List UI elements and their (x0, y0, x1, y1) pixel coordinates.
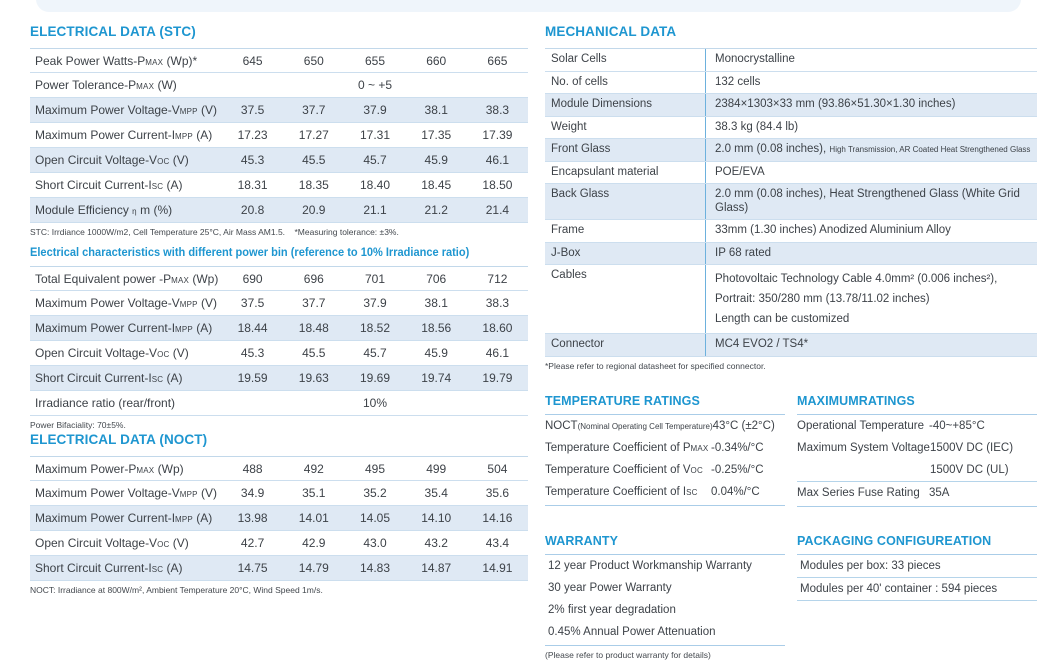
value-cell: 46.1 (485, 153, 510, 167)
label-unit: (A) (192, 128, 213, 142)
row-label: Solar Cells (551, 53, 607, 65)
value-cell: 37.9 (363, 103, 387, 117)
row-label: Weight (551, 120, 587, 133)
label-unit: (A) (192, 321, 213, 335)
table-row (545, 220, 1037, 243)
value-cell: 690 (242, 271, 263, 286)
row-label (30, 321, 222, 335)
table-row (30, 556, 528, 581)
label-subscript: η (132, 207, 137, 216)
value-cell: 19.63 (298, 371, 329, 385)
value-cell: 19.74 (421, 371, 452, 385)
value-cell: 17.35 (421, 128, 452, 142)
value-cell: 499 (426, 461, 447, 476)
value-cell: 21.2 (424, 203, 448, 217)
label-text: Temperature Coefficient of V (545, 463, 691, 476)
value-cell: 43.0 (363, 536, 387, 550)
table-row (545, 334, 1037, 357)
rating-label (545, 420, 713, 432)
table-row (30, 316, 528, 341)
rating-label (545, 464, 711, 476)
label-text: Open Circuit Voltage-V (35, 153, 158, 167)
label-text: Peak Power Watts-P (35, 53, 146, 68)
row-label: Module Dimensions (551, 98, 652, 110)
label-unit: (Wp)* (163, 53, 198, 68)
left-column (30, 24, 528, 595)
value-cell: 18.50 (482, 178, 513, 192)
value-cell: 38.1 (424, 296, 448, 310)
label-text: Open Circuit Voltage-V (35, 346, 158, 360)
warranty-title: WARRANTY (545, 533, 619, 548)
label-subscript: SC (151, 375, 164, 384)
label-subscript: MPP (179, 490, 198, 499)
value-cell: 18.56 (421, 321, 452, 335)
label-unit: (A) (163, 371, 183, 385)
rating-value: -0.25%/°C (711, 463, 764, 476)
label-subscript: SC (151, 182, 164, 191)
label-text: Maximum Power Voltage-V (35, 103, 180, 117)
value-span-cell: 10% (362, 396, 388, 410)
value-cell: 43.2 (424, 536, 448, 550)
label-text: NOCT (545, 419, 578, 432)
label-subscript: MPP (175, 132, 193, 141)
value-line: 1500V DC (UL) (929, 463, 1009, 476)
value-cell: 14.10 (421, 511, 452, 525)
row-label (30, 561, 222, 575)
value-cell: 488 (242, 461, 263, 476)
table-row (545, 184, 1037, 220)
row-label: Cables (551, 269, 587, 281)
rating-row (545, 459, 785, 481)
bifaciality-footnote: Power Bifaciality: 70±5%. (30, 420, 126, 430)
value-cell: 18.45 (421, 178, 452, 192)
value-cell: 712 (487, 271, 508, 286)
table-row (30, 48, 528, 73)
label-unit: (Wp) (189, 271, 219, 286)
row-label (30, 103, 222, 117)
row-label: Frame (551, 224, 585, 236)
value-cell: 504 (487, 461, 508, 476)
value-cell: 37.7 (302, 296, 326, 310)
rating-row (545, 481, 785, 503)
value-cell: 19.59 (237, 371, 268, 385)
label-unit: (V) (169, 346, 189, 360)
value-cell: 35.4 (424, 486, 448, 500)
label-unit: (A) (163, 561, 183, 575)
packaging-title: PACKAGING CONFIGUREATION (797, 533, 992, 548)
row-label (30, 371, 222, 385)
value-cell: 495 (364, 461, 386, 476)
row-value: MC4 EVO2 / TS4* (705, 334, 1037, 356)
label-subscript: MAX (690, 443, 709, 453)
label-text: Power Tolerance-P (35, 78, 137, 92)
value-cell: 13.98 (237, 511, 268, 525)
row-label (30, 462, 222, 476)
value-cell: 35.1 (302, 486, 326, 500)
label-text: Maximum Power Current-I (35, 128, 176, 142)
value-cell: 14.01 (298, 511, 329, 525)
table-row (545, 162, 1037, 185)
rating-label: Max Series Fuse Rating (797, 486, 920, 499)
row-value (705, 139, 1037, 161)
value-cell: 14.05 (359, 511, 391, 525)
label-unit: m (%) (136, 203, 173, 217)
noct-table (30, 456, 528, 581)
table-row (30, 98, 528, 123)
table-row (545, 139, 1037, 162)
table-row (30, 341, 528, 366)
row-label (30, 511, 222, 525)
table-row (30, 456, 528, 481)
table-row (30, 366, 528, 391)
value-cell: 43.4 (485, 536, 510, 550)
label-unit: (W) (154, 78, 177, 92)
power-bin-title: Electrical characteristics with different power bin (reference to 10% Irradiance ratio) (30, 245, 470, 259)
table-row (30, 148, 528, 173)
label-subscript: MPP (179, 300, 198, 309)
rating-value: -0.34%/°C (711, 441, 764, 454)
value-cell: 37.9 (363, 296, 387, 310)
row-value: Monocrystalline (705, 49, 1037, 71)
label-text: Module Efficiency (35, 203, 133, 217)
value-span-cell: 0 ~ +5 (357, 78, 393, 92)
packaging-block (797, 533, 1037, 660)
label-unit: (A) (192, 511, 213, 525)
value-cell: 42.7 (240, 536, 265, 550)
label-subscript: OC (157, 350, 170, 359)
row-label (30, 54, 222, 68)
label-small-print: (Nominal Operating Cell Temperature) (577, 421, 713, 431)
value-line: Length can be customized (715, 313, 850, 325)
value-cell: 14.75 (237, 561, 268, 575)
temperature-ratings-title: TEMPERATURE RATINGS (545, 393, 700, 408)
table-row (545, 94, 1037, 117)
label-text: Maximum Power Current-I (35, 321, 176, 335)
value-cell: 38.1 (424, 103, 448, 117)
warranty-item: 0.45% Annual Power Attenuation (548, 625, 716, 638)
value-cell: 46.1 (485, 346, 510, 360)
row-label: Encapsulant material (551, 165, 659, 178)
label-text: Maximum Power Current-I (35, 511, 176, 525)
table-row (545, 265, 1037, 334)
row-value: 2384×1303×33 mm (93.86×51.30×1.30 inches) (705, 94, 1037, 116)
maximum-ratings-block (797, 393, 1037, 507)
rating-row (545, 437, 785, 459)
value-cell: 45.9 (424, 346, 448, 360)
temperature-ratings-block (545, 393, 785, 507)
row-label (30, 536, 222, 550)
noct-section-title: ELECTRICAL DATA (NOCT) (30, 432, 208, 447)
value-cell: 14.87 (421, 561, 452, 575)
label-unit: (V) (197, 296, 218, 310)
value-line: Portrait: 350/280 mm (13.78/11.02 inches) (715, 293, 930, 305)
warranty-item: 12 year Product Workmanship Warranty (548, 559, 752, 572)
value-cell: 14.83 (359, 561, 391, 575)
rating-row (797, 481, 1037, 504)
row-value: 2.0 mm (0.08 inches), Heat Strengthened Glass (White Grid Glass) (705, 184, 1037, 219)
value-line: 1500V DC (IEC) (929, 441, 1014, 454)
ratings-row (545, 393, 1037, 507)
power-bin-table (30, 266, 528, 416)
rating-label: Maximum System Voltage (797, 441, 930, 454)
row-label (30, 486, 222, 500)
label-unit: (A) (163, 178, 183, 192)
value-cell: 45.3 (240, 153, 265, 167)
value-cell: 45.5 (302, 153, 326, 167)
value-cell: 18.31 (237, 178, 268, 192)
row-label: J-Box (551, 246, 581, 259)
value-cell: 650 (303, 53, 324, 68)
value-cell: 492 (303, 461, 324, 476)
value-cell: 17.31 (359, 128, 391, 142)
table-row (545, 117, 1037, 140)
label-subscript: MAX (136, 465, 155, 475)
table-row (30, 531, 528, 556)
warranty-packaging-row (545, 533, 1037, 660)
label-text: Short Circuit Current-I (35, 178, 152, 192)
row-label (30, 153, 222, 167)
row-value: POE/EVA (705, 162, 1037, 184)
row-label: Connector (551, 338, 605, 350)
value-cell: 35.6 (485, 486, 510, 500)
maximum-ratings-title: MAXIMUMRATINGS (797, 393, 915, 408)
label-subscript: MPP (175, 325, 193, 334)
value-cell: 14.16 (482, 511, 513, 525)
label-subscript: SC (686, 487, 698, 497)
value-cell: 34.9 (240, 486, 265, 500)
rating-value: 43°C (±2°C) (712, 419, 775, 432)
noct-footnote: NOCT: Irradiance at 800W/m², Ambient Temperature 20°C, Wind Speed 1m/s. (30, 585, 323, 595)
right-column (545, 24, 1037, 660)
rating-row (797, 437, 1037, 481)
mechanical-table (545, 48, 1037, 357)
warranty-item: 2% first year degradation (548, 603, 676, 616)
label-subscript: OC (157, 157, 170, 166)
warranty-block (545, 533, 785, 660)
label-text: Maximum Power-P (35, 461, 137, 476)
value-cell: 20.8 (240, 203, 265, 217)
value-cell: 38.3 (485, 296, 510, 310)
value-cell: 45.7 (363, 153, 387, 167)
rating-row (545, 415, 785, 437)
label-subscript: MAX (145, 57, 164, 67)
value-line: Photovoltaic Technology Cable 4.0mm² (0.006 inches²), (715, 273, 998, 285)
value-cell: 45.9 (424, 153, 448, 167)
value-cell: 18.60 (482, 321, 513, 335)
value-cell: 701 (364, 271, 386, 286)
label-subscript: OC (157, 540, 170, 549)
value-cell: 17.23 (237, 128, 268, 142)
row-label (30, 203, 222, 217)
value-cell: 18.52 (359, 321, 391, 335)
value-cell: 21.4 (485, 203, 510, 217)
label-unit: (V) (197, 103, 218, 117)
value-cell: 19.79 (482, 371, 513, 385)
value-main: 2.0 mm (0.08 inches), (715, 143, 827, 155)
value-cell: 45.3 (240, 346, 265, 360)
row-label (30, 78, 222, 92)
label-text: Short Circuit Current-I (35, 561, 152, 575)
value-cell: 19.69 (359, 371, 391, 385)
value-cell: 37.5 (240, 296, 265, 310)
stc-footnote: STC: Irrdiance 1000W/m2, Cell Temperature 25°C, Air Mass AM1.5. *Measuring tolerance: ±3%. (30, 227, 399, 237)
value-cell: 17.27 (298, 128, 329, 142)
table-row (30, 123, 528, 148)
value-cell: 37.7 (302, 103, 326, 117)
row-label (30, 128, 222, 142)
table-row (30, 73, 528, 98)
label-unit: (V) (169, 153, 189, 167)
value-cell: 655 (364, 53, 386, 68)
row-value: IP 68 rated (705, 243, 1037, 265)
row-label (30, 346, 222, 360)
value-cell: 17.39 (482, 128, 513, 142)
value-cell: 38.3 (485, 103, 510, 117)
value-cell: 14.79 (298, 561, 329, 575)
value-cell: 18.44 (237, 321, 268, 335)
rating-row (797, 415, 1037, 437)
label-text: Irradiance ratio (rear/front) (35, 396, 176, 410)
row-label: Front Glass (551, 143, 611, 155)
block-bottom-line (545, 505, 785, 506)
table-row (30, 506, 528, 531)
value-cell: 37.5 (240, 103, 265, 117)
table-row (545, 243, 1037, 266)
label-text: Total Equivalent power -P (35, 271, 172, 286)
value-cell: 14.91 (482, 561, 513, 575)
block-bottom-line (545, 645, 785, 646)
label-subscript: SC (151, 565, 164, 574)
label-text: Temperature Coefficient of P (545, 441, 691, 454)
label-subscript: MPP (175, 515, 193, 524)
rating-label (545, 486, 711, 498)
value-cell: 18.48 (298, 321, 329, 335)
label-subscript: MAX (136, 82, 155, 91)
label-unit: (V) (197, 486, 218, 500)
table-row (545, 72, 1037, 95)
value-cell: 645 (242, 53, 263, 68)
rating-value (930, 437, 1037, 481)
row-label (30, 178, 222, 192)
packaging-item: Modules per box: 33 pieces (797, 555, 1037, 578)
value-cell: 20.9 (302, 203, 326, 217)
table-row (30, 173, 528, 198)
label-text: Maximum Power Voltage-V (35, 296, 180, 310)
rating-value: 0.04%/°C (711, 485, 760, 498)
row-value (705, 265, 1037, 333)
packaging-item: Modules per 40' container : 594 pieces (797, 578, 1037, 601)
label-unit: (V) (169, 536, 189, 550)
label-text: Open Circuit Voltage-V (35, 536, 158, 550)
label-text: Temperature Coefficient of I (545, 485, 687, 498)
value-cell: 45.7 (363, 346, 387, 360)
table-row (30, 266, 528, 291)
value-cell: 42.9 (302, 536, 326, 550)
value-cell: 18.40 (359, 178, 391, 192)
row-value: 38.3 kg (84.4 lb) (705, 117, 1037, 139)
label-text: Short Circuit Current-I (35, 371, 152, 385)
label-text: Maximum Power Voltage-V (35, 486, 180, 500)
value-cell: 45.5 (302, 346, 326, 360)
rating-label: Operational Temperature (797, 419, 924, 432)
table-row (30, 291, 528, 316)
rating-value: 35A (929, 486, 950, 499)
value-cell: 696 (303, 271, 324, 286)
row-label (30, 296, 222, 310)
value-cell: 35.2 (363, 486, 387, 500)
block-bottom-line (797, 506, 1037, 507)
row-label (30, 396, 222, 410)
top-decorative-band (36, 0, 1021, 12)
row-value: 132 cells (705, 72, 1037, 94)
stc-section-title: ELECTRICAL DATA (STC) (30, 24, 196, 39)
label-subscript: MPP (179, 107, 198, 116)
table-row (30, 198, 528, 223)
warranty-footnote: (Please refer to product warranty for details) (545, 649, 711, 660)
row-value: 33mm (1.30 inches) Anodized Aluminium Alloy (705, 220, 1037, 242)
rating-label (545, 442, 711, 454)
stc-table (30, 48, 528, 223)
rating-value: -40~+85°C (929, 419, 985, 432)
label-unit: (Wp) (154, 461, 184, 476)
value-cell: 21.1 (363, 203, 387, 217)
row-label (30, 272, 222, 286)
label-subscript: OC (690, 465, 703, 475)
table-row (30, 391, 528, 416)
value-small-print: High Transmission, AR Coated Heat Strengthened Glass (829, 145, 1031, 154)
value-cell: 660 (426, 53, 447, 68)
table-row (30, 481, 528, 506)
connector-footnote: *Please refer to regional datasheet for specified connector. (545, 360, 766, 371)
mechanical-section-title: MECHANICAL DATA (545, 24, 677, 39)
table-row (545, 48, 1037, 72)
value-cell: 18.35 (298, 178, 329, 192)
row-label: Back Glass (551, 188, 610, 200)
value-cell: 706 (426, 271, 447, 286)
label-subscript: MAX (171, 275, 190, 285)
row-label: No. of cells (551, 75, 608, 88)
warranty-item: 30 year Power Warranty (548, 581, 672, 594)
value-cell: 665 (487, 53, 508, 68)
